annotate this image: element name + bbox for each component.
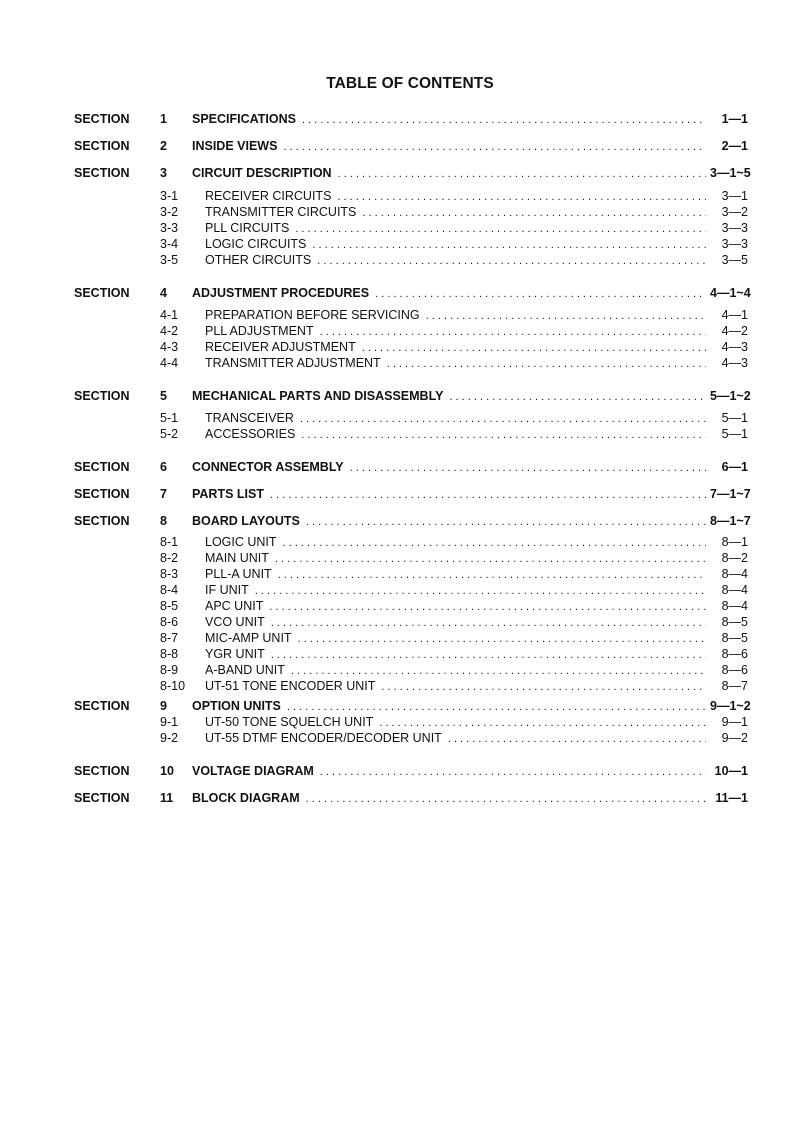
entry-page: 8—1 <box>721 535 748 549</box>
entry-page: 4—1 <box>721 308 748 322</box>
toc-entry-section-9[interactable] <box>0 698 794 714</box>
toc-entry-section-8[interactable] <box>0 513 794 529</box>
toc-entry-8-9[interactable] <box>0 662 794 678</box>
toc-entry-3-3[interactable] <box>0 220 794 236</box>
entry-page: 9—1 <box>721 715 748 729</box>
entry-title: PLL CIRCUITS <box>205 221 290 235</box>
dot-leader <box>426 308 706 324</box>
toc-entry-section-6[interactable] <box>0 459 794 475</box>
section-word: SECTION <box>74 791 130 805</box>
entry-title: A-BAND UNIT <box>205 663 285 677</box>
toc-entry-8-3[interactable] <box>0 566 794 582</box>
subsection-number: 8-6 <box>160 615 179 629</box>
entry-page: 6—1 <box>721 460 748 474</box>
entry-page: 3—1~5 <box>710 166 751 180</box>
dot-leader <box>381 679 706 695</box>
subsection-number: 8-2 <box>160 551 179 565</box>
section-number: 6 <box>160 460 167 474</box>
subsection-number: 4-4 <box>160 356 179 370</box>
subsection-number: 3-1 <box>160 189 179 203</box>
section-number: 3 <box>160 166 167 180</box>
entry-title: MAIN UNIT <box>205 551 269 565</box>
section-word: SECTION <box>74 460 130 474</box>
toc-list <box>0 111 794 806</box>
toc-entry-9-2[interactable] <box>0 730 794 746</box>
entry-page: 3—3 <box>721 221 748 235</box>
section-number: 1 <box>160 112 167 126</box>
dot-leader <box>338 166 706 182</box>
toc-entry-4-4[interactable] <box>0 355 794 371</box>
entry-title: APC UNIT <box>205 599 264 613</box>
subsection-number: 9-2 <box>160 731 179 745</box>
toc-entry-section-5[interactable] <box>0 388 794 404</box>
subsection-number: 8-7 <box>160 631 179 645</box>
toc-entry-8-5[interactable] <box>0 598 794 614</box>
section-number: 8 <box>160 514 167 528</box>
toc-entry-section-7[interactable] <box>0 486 794 502</box>
entry-page: 3—2 <box>721 205 748 219</box>
toc-entry-8-4[interactable] <box>0 582 794 598</box>
entry-title: LOGIC CIRCUITS <box>205 237 307 251</box>
toc-entry-5-2[interactable] <box>0 426 794 442</box>
toc-entry-4-3[interactable] <box>0 339 794 355</box>
entry-page: 8—6 <box>721 663 748 677</box>
dot-leader <box>255 583 706 599</box>
entry-page: 4—3 <box>721 356 748 370</box>
section-word: SECTION <box>74 139 130 153</box>
dot-leader <box>269 599 706 615</box>
subsection-number: 8-9 <box>160 663 179 677</box>
toc-entry-8-8[interactable] <box>0 646 794 662</box>
entry-page: 8—6 <box>721 647 748 661</box>
toc-entry-3-2[interactable] <box>0 204 794 220</box>
subsection-number: 3-5 <box>160 253 179 267</box>
dot-leader <box>306 514 706 530</box>
toc-entry-section-10[interactable] <box>0 763 794 779</box>
toc-entry-3-5[interactable] <box>0 252 794 268</box>
entry-page: 7—1~7 <box>710 487 751 501</box>
entry-title: PLL-A UNIT <box>205 567 272 581</box>
entry-page: 11—1 <box>715 791 748 805</box>
entry-title: OPTION UNITS <box>192 699 281 713</box>
section-word: SECTION <box>74 487 130 501</box>
section-number: 5 <box>160 389 167 403</box>
toc-entry-section-11[interactable] <box>0 790 794 806</box>
entry-title: PREPARATION BEFORE SERVICING <box>205 308 420 322</box>
dot-leader <box>379 715 706 731</box>
toc-entry-8-6[interactable] <box>0 614 794 630</box>
dot-leader <box>320 764 706 780</box>
toc-entry-8-1[interactable] <box>0 534 794 550</box>
entry-page: 5—1~2 <box>710 389 751 403</box>
entry-page: 8—5 <box>721 631 748 645</box>
entry-page: 3—1 <box>721 189 748 203</box>
section-number: 2 <box>160 139 167 153</box>
dot-leader <box>350 460 706 476</box>
entry-title: TRANSMITTER ADJUSTMENT <box>205 356 381 370</box>
dot-leader <box>271 615 706 631</box>
section-word: SECTION <box>74 699 130 713</box>
toc-entry-8-10[interactable] <box>0 678 794 694</box>
entry-page: 8—4 <box>721 599 748 613</box>
entry-page: 4—3 <box>721 340 748 354</box>
toc-entry-section-3[interactable] <box>0 165 794 181</box>
toc-entry-4-2[interactable] <box>0 323 794 339</box>
entry-page: 3—3 <box>721 237 748 251</box>
entry-title: UT-55 DTMF ENCODER/DECODER UNIT <box>205 731 442 745</box>
entry-title: UT-50 TONE SQUELCH UNIT <box>205 715 374 729</box>
dot-leader <box>270 487 706 503</box>
entry-page: 4—1~4 <box>710 286 751 300</box>
section-number: 11 <box>160 791 174 805</box>
subsection-number: 8-1 <box>160 535 179 549</box>
entry-title: YGR UNIT <box>205 647 265 661</box>
entry-page: 8—7 <box>721 679 748 693</box>
entry-title: ACCESSORIES <box>205 427 296 441</box>
section-number: 7 <box>160 487 167 501</box>
subsection-number: 3-2 <box>160 205 179 219</box>
toc-entry-3-1[interactable] <box>0 188 794 204</box>
entry-title: PARTS LIST <box>192 487 264 501</box>
subsection-number: 8-5 <box>160 599 179 613</box>
entry-page: 1—1 <box>721 112 748 126</box>
entry-title: TRANSCEIVER <box>205 411 294 425</box>
toc-entry-3-4[interactable] <box>0 236 794 252</box>
dot-leader <box>298 631 706 647</box>
entry-page: 3—5 <box>721 253 748 267</box>
entry-title: PLL ADJUSTMENT <box>205 324 314 338</box>
entry-title: SPECIFICATIONS <box>192 112 296 126</box>
section-number: 4 <box>160 286 167 300</box>
subsection-number: 9-1 <box>160 715 179 729</box>
entry-title: RECEIVER CIRCUITS <box>205 189 332 203</box>
subsection-number: 5-1 <box>160 411 179 425</box>
entry-page: 10—1 <box>714 764 748 778</box>
subsection-number: 3-3 <box>160 221 179 235</box>
dot-leader <box>375 286 706 302</box>
section-word: SECTION <box>74 389 130 403</box>
subsection-number: 8-8 <box>160 647 179 661</box>
toc-entry-5-1[interactable] <box>0 410 794 426</box>
entry-title: ADJUSTMENT PROCEDURES <box>192 286 370 300</box>
dot-leader <box>283 139 706 155</box>
subsection-number: 3-4 <box>160 237 179 251</box>
section-word: SECTION <box>74 166 130 180</box>
dot-leader <box>287 699 706 715</box>
subsection-number: 4-3 <box>160 340 179 354</box>
subsection-number: 5-2 <box>160 427 179 441</box>
toc-entry-8-2[interactable] <box>0 550 794 566</box>
dot-leader <box>362 340 706 356</box>
entry-title: IF UNIT <box>205 583 249 597</box>
toc-entry-section-2[interactable] <box>0 138 794 154</box>
entry-title: CIRCUIT DESCRIPTION <box>192 166 332 180</box>
entry-page: 8—5 <box>721 615 748 629</box>
entry-page: 5—1 <box>721 427 748 441</box>
entry-title: MECHANICAL PARTS AND DISASSEMBLY <box>192 389 444 403</box>
entry-title: RECEIVER ADJUSTMENT <box>205 340 356 354</box>
entry-title: INSIDE VIEWS <box>192 139 278 153</box>
entry-title: BOARD LAYOUTS <box>192 514 300 528</box>
entry-title: CONNECTOR ASSEMBLY <box>192 460 344 474</box>
dot-leader <box>291 663 706 679</box>
toc-entry-4-1[interactable] <box>0 307 794 323</box>
subsection-number: 8-10 <box>160 679 186 693</box>
dot-leader <box>448 731 706 747</box>
entry-page: 2—1 <box>721 139 748 153</box>
entry-title: MIC-AMP UNIT <box>205 631 292 645</box>
dot-leader <box>362 205 706 221</box>
page-title: TABLE OF CONTENTS <box>326 75 494 92</box>
dot-leader <box>337 189 706 205</box>
dot-leader <box>302 112 706 128</box>
dot-leader <box>306 791 706 807</box>
dot-leader <box>275 551 706 567</box>
dot-leader <box>300 411 706 427</box>
entry-title: OTHER CIRCUITS <box>205 253 312 267</box>
toc-entry-8-7[interactable] <box>0 630 794 646</box>
dot-leader <box>449 389 706 405</box>
section-number: 9 <box>160 699 167 713</box>
section-word: SECTION <box>74 514 130 528</box>
subsection-number: 8-4 <box>160 583 179 597</box>
section-word: SECTION <box>74 112 130 126</box>
entry-page: 5—1 <box>721 411 748 425</box>
section-word: SECTION <box>74 286 130 300</box>
dot-leader <box>301 427 706 443</box>
section-word: SECTION <box>74 764 130 778</box>
entry-page: 9—1~2 <box>710 699 751 713</box>
dot-leader <box>312 237 706 253</box>
dot-leader <box>387 356 706 372</box>
entry-page: 9—2 <box>721 731 748 745</box>
entry-title: LOGIC UNIT <box>205 535 277 549</box>
entry-title: UT-51 TONE ENCODER UNIT <box>205 679 376 693</box>
dot-leader <box>278 567 706 583</box>
entry-page: 8—4 <box>721 583 748 597</box>
entry-title: VCO UNIT <box>205 615 265 629</box>
dot-leader <box>295 221 706 237</box>
toc-entry-section-1[interactable] <box>0 111 794 127</box>
entry-page: 4—2 <box>721 324 748 338</box>
entry-title: BLOCK DIAGRAM <box>192 791 300 805</box>
subsection-number: 4-1 <box>160 308 179 322</box>
entry-page: 8—1~7 <box>710 514 751 528</box>
section-number: 10 <box>160 764 174 778</box>
entry-title: TRANSMITTER CIRCUITS <box>205 205 357 219</box>
dot-leader <box>271 647 706 663</box>
dot-leader <box>320 324 706 340</box>
entry-title: VOLTAGE DIAGRAM <box>192 764 314 778</box>
entry-page: 8—2 <box>721 551 748 565</box>
dot-leader <box>283 535 706 551</box>
subsection-number: 8-3 <box>160 567 179 581</box>
entry-page: 8—4 <box>721 567 748 581</box>
dot-leader <box>317 253 706 269</box>
toc-entry-9-1[interactable] <box>0 714 794 730</box>
subsection-number: 4-2 <box>160 324 179 338</box>
toc-entry-section-4[interactable] <box>0 285 794 301</box>
